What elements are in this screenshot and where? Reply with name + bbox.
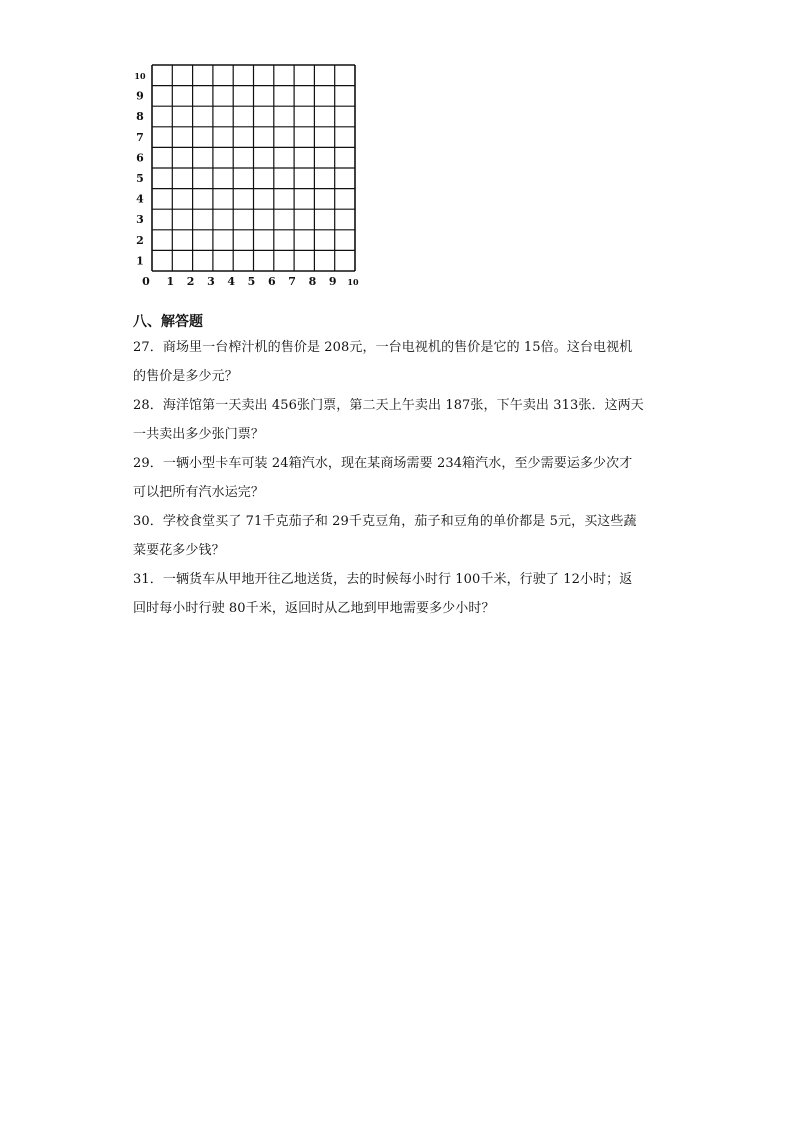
coordinate-grid-figure — [130, 58, 370, 294]
x-axis-label: 0 — [142, 275, 150, 288]
question-31-line-2: 回时每小时行驶 80千米，返回时从乙地到甲地需要多少小时？ — [133, 601, 495, 616]
y-axis-label: 3 — [136, 213, 144, 227]
question-29 — [133, 449, 663, 507]
x-axis-label: 7 — [288, 275, 296, 288]
y-axis-label: 8 — [136, 110, 144, 124]
x-axis-label: 8 — [308, 275, 317, 288]
section-heading: 八、解答题 — [133, 314, 203, 330]
question-31-line-1: 31．一辆货车从甲地开往乙地送货，去的时候每小时行 100千米，行驶了 12小时；返 — [133, 572, 633, 587]
x-axis-label: 10 — [347, 277, 359, 287]
x-axis-label: 4 — [227, 275, 236, 288]
y-axis-label: 9 — [136, 89, 144, 103]
y-axis-label: 6 — [136, 151, 144, 165]
y-axis-label: 2 — [136, 233, 144, 247]
question-list — [133, 333, 663, 623]
question-27 — [133, 333, 663, 391]
question-30-line-2: 菜要花多少钱？ — [133, 543, 225, 558]
y-axis-label: 7 — [136, 130, 144, 144]
question-28-line-1: 28．海洋馆第一天卖出 456张门票，第二天上午卖出 187张，下午卖出 313张．这两天 — [133, 398, 644, 413]
question-29-line-1: 29．一辆小型卡车可装 24箱汽水，现在某商场需要 234箱汽水，至少需要运多少次才 — [133, 456, 633, 471]
question-28-line-2: 一共卖出多少张门票？ — [133, 427, 265, 442]
question-27-line-2: 的售价是多少元？ — [133, 369, 238, 384]
x-axis-label: 5 — [247, 275, 256, 288]
question-30-line-1: 30．学校食堂买了 71千克茄子和 29千克豆角，茄子和豆角的单价都是 5元，买这些蔬 — [133, 514, 637, 529]
question-28 — [133, 391, 663, 449]
y-axis-label: 5 — [136, 172, 144, 185]
y-axis-label: 1 — [136, 254, 144, 268]
x-axis-label: 3 — [207, 275, 215, 288]
y-axis-label: 10 — [134, 71, 146, 81]
y-axis-label: 4 — [136, 192, 144, 206]
x-axis-label: 1 — [166, 275, 175, 288]
x-axis-label: 6 — [267, 275, 276, 288]
question-29-line-2: 可以把所有汽水运完？ — [133, 485, 265, 500]
question-27-line-1: 27．商场里一台榨汁机的售价是 208元，一台电视机的售价是它的 15倍。这台电视机 — [133, 340, 633, 355]
x-axis-label: 2 — [186, 275, 195, 288]
x-axis-label: 9 — [328, 275, 337, 288]
question-31 — [133, 565, 663, 623]
question-30 — [133, 507, 663, 565]
